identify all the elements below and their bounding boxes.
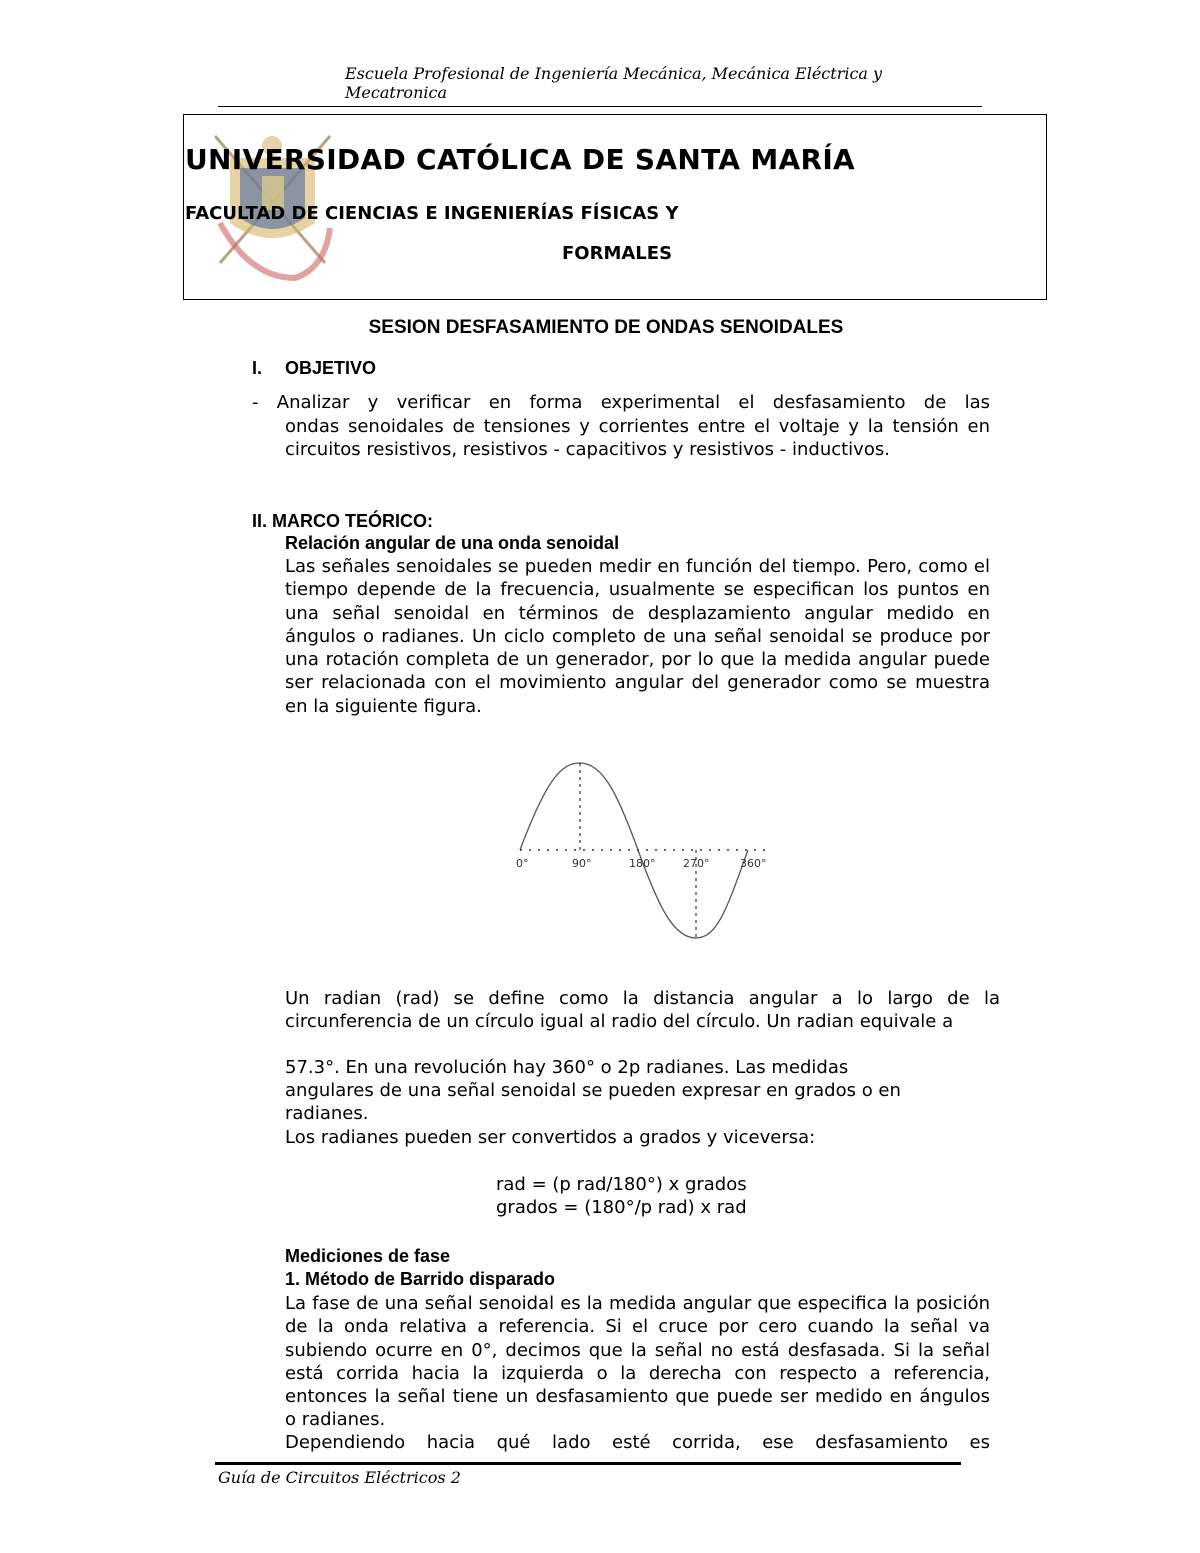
theory-paragraph: Las señales senoidales se pueden medir en función del tiempo. Pero, como el tiempo depende de la frecuencia, usualmente se especifican los puntos en una señal senoidal en términos de desplazamiento angular medido en ángulos o radianes. Un ciclo completo de una señal senoidal se produce por una rotación completa de un generador, por lo que la medida angular puede ser relacionada con el movimiento angular del generador como se muestra en la siguiente figura. bbox=[285, 556, 990, 717]
label-0: 0° bbox=[516, 857, 529, 870]
formula-grados: grados = (180°/p rad) x rad bbox=[496, 1197, 747, 1218]
header-rule bbox=[218, 106, 982, 107]
measurements-last-line: Dependiendo hacia qué lado esté corrida, ese desfasamiento es bbox=[285, 1432, 990, 1453]
objective-number: I. bbox=[252, 358, 263, 378]
measurements-paragraph: La fase de una señal senoidal es la medida angular que especifica la posición de la onda relativa a referencia. Si el cruce por cero cuando la señal va subiendo ocurre en 0°, decimos que la señal no está desfasada. Si la señal está corrida hacia la izquierda o la derecha con respecto a referencia, entonces la señal tiene un desfasamiento que puede ser medido en ángulos o radianes. bbox=[285, 1293, 990, 1431]
measurements-heading: Mediciones de fase bbox=[285, 1246, 451, 1266]
radian-line-1: 57.3°. En una revolución hay 360° o 2p radianes. Las medidas bbox=[285, 1057, 849, 1078]
radian-line-3: radianes. bbox=[285, 1103, 369, 1124]
label-270: 270° bbox=[683, 857, 710, 870]
theory-subheading: Relación angular de una onda senoidal bbox=[285, 533, 620, 553]
method-heading: 1. Método de Barrido disparado bbox=[285, 1269, 556, 1289]
faculty-line-2: FORMALES bbox=[562, 243, 673, 264]
faculty-line-1: FACULTAD DE CIENCIAS E INGENIERÍAS FÍSICAS Y bbox=[185, 203, 679, 224]
sine-wave-figure bbox=[508, 755, 773, 945]
session-title: SESION DESFASAMIENTO DE ONDAS SENOIDALES bbox=[368, 317, 844, 338]
footer-text: Guía de Circuitos Eléctricos 2 bbox=[218, 1468, 461, 1487]
school-header: Escuela Profesional de Ingeniería Mecánica, Mecánica Eléctrica y Mecatronica bbox=[345, 64, 883, 102]
objective-text: ondas senoidales de tensiones y corrientes entre el voltaje y la tensión en circuitos resistivos, resistivos - capacitivos y resistivos - inductivos. bbox=[285, 416, 990, 461]
label-180: 180° bbox=[629, 857, 656, 870]
objective-heading: OBJETIVO bbox=[285, 358, 377, 378]
theory-heading: II. MARCO TEÓRICO: bbox=[252, 511, 433, 531]
footer-rule bbox=[215, 1462, 961, 1465]
sine-wave-curve bbox=[520, 763, 748, 938]
radian-line-4: Los radianes pueden ser convertidos a grados y viceversa: bbox=[285, 1127, 816, 1148]
university-name: UNIVERSIDAD CATÓLICA DE SANTA MARÍA bbox=[185, 143, 856, 176]
formula-rad: rad = (p rad/180°) x grados bbox=[496, 1174, 747, 1195]
label-360: 360° bbox=[740, 857, 767, 870]
radian-definition: Un radian (rad) se define como la distancia angular a lo largo de la circunferencia de un círculo igual al radio del círculo. Un radian equivale a bbox=[285, 988, 1000, 1033]
label-90: 90° bbox=[572, 857, 592, 870]
radian-line-2: angulares de una señal senoidal se pueden expresar en grados o en bbox=[285, 1080, 901, 1101]
objective-bullet: - Analizar y verificar en forma experimental el desfasamiento de las bbox=[252, 392, 990, 413]
